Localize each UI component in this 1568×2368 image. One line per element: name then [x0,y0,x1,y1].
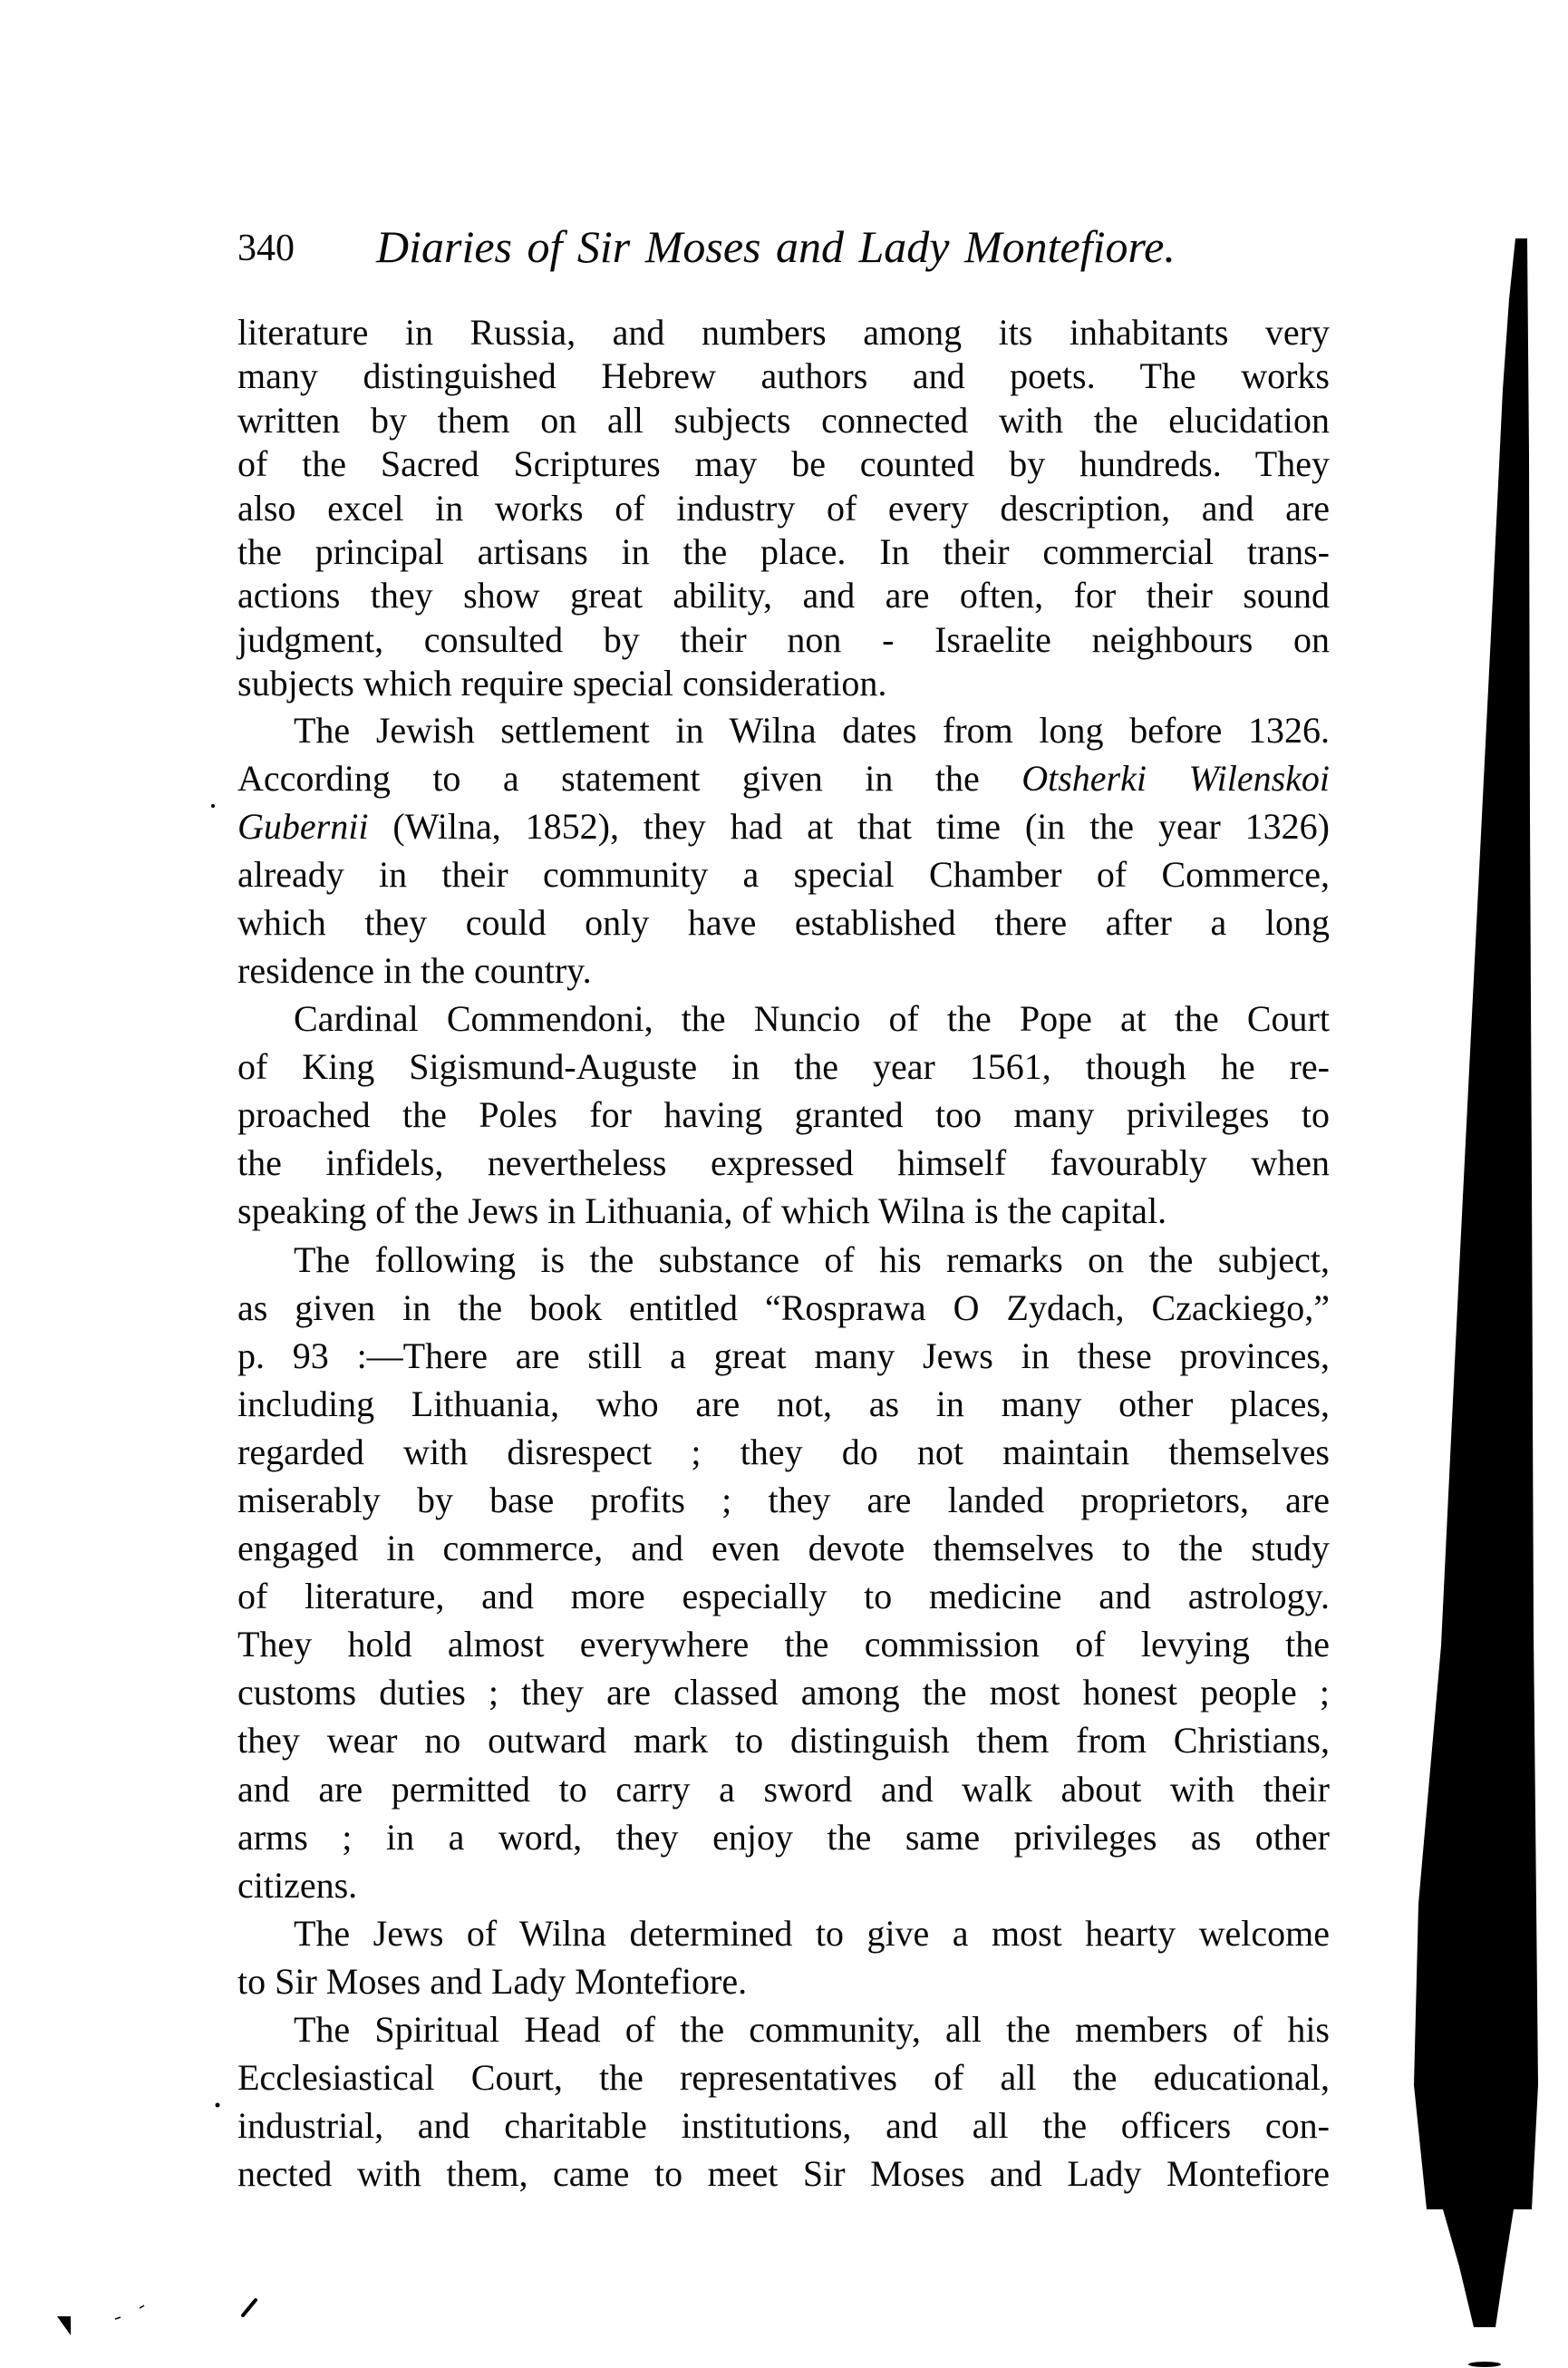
text-line: The Jewish settlement in Wilna dates from long before 1326. [294,709,1330,751]
text-line: judgment, consulted by their non - Israelite neighbours on [237,618,1330,660]
text-line: According to a statement given in the Otsherki Wilenskoi [237,757,1331,799]
text-line: Gubernii (Wilna, 1852), they had at that time (in the year 1326) [237,805,1330,847]
text-line: actions they show great ability, and are often, for their sound [237,575,1330,616]
text-line: miserably by base profits ; they are landed proprietors, are [237,1480,1330,1521]
text-line: many distinguished Hebrew authors and poets. The works [237,355,1330,397]
text-line: already in their community a special Chamber of Commerce, [237,853,1330,895]
text-line: industrial, and charitable institutions, and all the officers con- [237,2105,1330,2147]
scan-speck [211,804,215,808]
text-line: written by them on all subjects connected with the elucidation [237,399,1330,441]
italic-title: Otsherki Wilenskoi [1021,757,1331,799]
text-line: engaged in commerce, and even devote themselves to the study [237,1528,1330,1569]
text-line: customs duties ; they are classed among the most honest people ; [237,1672,1330,1713]
text-line: of the Sacred Scriptures may be counted by hundreds. They [237,443,1330,485]
text-line: and are permitted to carry a sword and walk about with their [237,1768,1330,1810]
scan-speck [140,2305,144,2308]
running-title: Diaries of Sir Moses and Lady Montefiore. [376,221,1176,272]
text-line: of literature, and more especially to medicine and astrology. [237,1576,1330,1617]
text-line: arms ; in a word, they enjoy the same privileges as other [237,1816,1330,1858]
scan-speck [1468,2362,1501,2367]
text-line: the infidels, nevertheless expressed himself favourably when [237,1142,1330,1184]
text-line: as given in the book entitled “Rosprawa O Zydach, Czackiego,” [237,1286,1330,1328]
text-line: residence in the country. [237,949,592,991]
text-line: speaking of the Jews in Lithuania, of which Wilna is the capital. [237,1190,1167,1232]
text-line: they wear no outward mark to distinguish them from Christians, [237,1720,1330,1761]
gutter-black-band [1414,238,1538,2327]
text-line: including Lithuania, who are not, as in many other places, [237,1383,1330,1424]
page-number: 340 [237,228,295,269]
text-line: The Spiritual Head of the community, all the members of his [294,2009,1330,2051]
text-line: The Jews of Wilna determined to give a most hearty welcome [294,1912,1330,1954]
text-line: which they could only have established there after a long [237,901,1330,943]
text-line: nected with them, came to meet Sir Moses and Lady Montefiore [237,2153,1330,2195]
text-line: the principal artisans in the place. In their commercial trans- [237,530,1330,572]
text-line: also excel in works of industry of every description, and are [237,487,1330,529]
text-line: to Sir Moses and Lady Montefiore. [237,1960,748,2002]
text-line: The following is the substance of his remarks on the subject, [294,1238,1330,1280]
text-line: Ecclesiastical Court, the representatives of all the educational, [237,2057,1330,2099]
text-line: citizens. [237,1864,358,1906]
italic-title: Gubernii [237,805,369,847]
text-line: subjects which require special consideration. [237,663,887,704]
text-line: of King Sigismund-Auguste in the year 1561, though he re- [237,1046,1330,1088]
text-line: regarded with disrespect ; they do not maintain themselves [237,1431,1330,1472]
scan-speck [115,2317,121,2319]
scan-speck [216,2103,220,2108]
text-line: literature in Russia, and numbers among its inhabitants very [237,312,1330,353]
text-line: p. 93 :—There are still a great many Jews in these provinces, [237,1334,1330,1376]
scan-slash-mark [243,2300,256,2315]
text-line: They hold almost everywhere the commission of levying the [237,1624,1330,1665]
scan-corner-mark [57,2316,71,2335]
text-line: proached the Poles for having granted too many privileges to [237,1094,1330,1136]
text-line: Cardinal Commendoni, the Nuncio of the Pope at the Court [294,998,1330,1040]
